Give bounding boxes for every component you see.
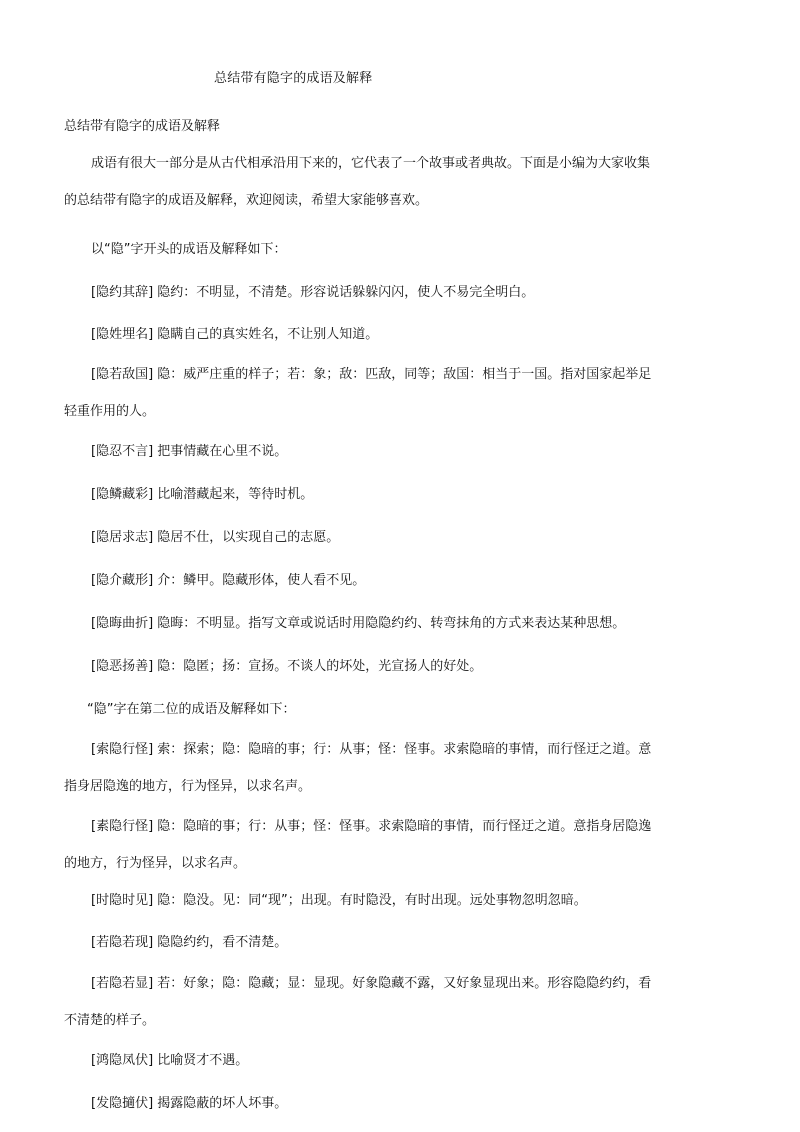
idiom-entry [64,648,664,685]
idiom-entry-line [64,605,664,642]
idiom-explanation: 隐约：不明显，不清楚。形容说话躲躲闪闪，使人不易完全明白。 [157,285,535,300]
idiom-explanation: 不清楚的样子。 [64,1013,156,1028]
idiom-term: [隐忍不言] [91,444,154,459]
idiom-entry [64,562,664,599]
idiom-term: [隐晦曲折] [91,616,154,631]
idiom-entry-line [64,562,664,599]
idiom-term: [发隐擿伏] [91,1096,154,1111]
idiom-entry-line [64,1042,664,1079]
idiom-entry-line [64,316,664,353]
idiom-term: [索隐行怪] [91,742,154,757]
idiom-entry [64,519,664,556]
intro-paragraph [64,145,664,219]
idiom-explanation: 比喻潜藏起来，等待时机。 [157,487,314,502]
section-heading-text: “隐”字在第二位的成语及解释如下： [87,702,296,717]
intro-line: 成语有很大一部分是从古代相承沿用下来的，它代表了一个故事或者典故。下面是小编为大家收集 [91,156,651,171]
idiom-explanation: 介：鳞甲。隐藏形体，使人看不见。 [157,573,366,588]
section2-heading [64,691,664,728]
idiom-explanation: 的地方，行为怪异，以求名声。 [64,856,247,871]
idiom-term: [隐约其辞] [91,285,154,300]
idiom-entry [64,1085,664,1122]
idiom-explanation: 索：探索；隐：隐暗的事；行：从事；怪：怪事。求索隐暗的事情，而行怪迂之道。意 [157,742,652,757]
idiom-explanation: 轻重作用的人。 [64,404,156,419]
idiom-entry-line [64,808,664,845]
idiom-entry-line [64,882,664,919]
idiom-term: [时隐时见] [91,893,154,908]
idiom-explanation: 隐：隐匿；扬：宣扬。不谈人的坏处，光宣扬人的好处。 [157,659,483,674]
idiom-explanation: 隐：隐没。见：同“现”；出现。有时隐没，有时出现。远处事物忽明忽暗。 [157,893,587,908]
idiom-term: [隐鳞藏彩] [91,487,154,502]
idiom-explanation: 比喻贤才不遇。 [157,1053,249,1068]
idiom-explanation: 隐瞒自己的真实姓名，不让别人知道。 [157,327,379,342]
idiom-entry-line [64,845,664,882]
idiom-entry-line [64,924,664,961]
idiom-term: [素隐行怪] [91,819,154,834]
idiom-explanation: 隐：隐暗的事；行：从事；怪：怪事。求索隐暗的事情，而行怪迂之道。意指身居隐逸 [157,819,652,834]
idiom-entry [64,433,664,470]
idiom-term: [若隐若现] [91,935,154,950]
idiom-entry-line [64,965,664,1002]
idiom-explanation: 隐：威严庄重的样子；若：象；敌：匹敌，同等；敌国：相当于一国。指对国家起举足 [157,367,652,382]
idiom-explanation: 隐隐约约，看不清楚。 [157,935,288,950]
idiom-entry-line [64,393,664,430]
idiom-term: [隐姓埋名] [91,327,154,342]
idiom-entry-line [64,274,664,311]
idiom-term: [若隐若显] [91,976,154,991]
idiom-entry-line [64,648,664,685]
idiom-entry [64,476,664,513]
section1-heading [64,231,664,268]
idiom-entry [64,605,664,642]
idiom-explanation: 指身居隐逸的地方，行为怪异，以求名声。 [64,779,312,794]
idiom-term: [隐介藏形] [91,573,154,588]
idiom-term: [隐若敌国] [91,367,154,382]
idiom-explanation: 把事情藏在心里不说。 [157,444,288,459]
idiom-entry [64,1042,664,1079]
idiom-entry-line [64,519,664,556]
document-subtitle: 总结带有隐字的成语及解释 [64,119,221,134]
idiom-entry-line [64,768,664,805]
idiom-term: [隐恶扬善] [91,659,154,674]
idiom-entry [64,356,664,430]
idiom-explanation: 若：好象；隐：隐藏；显：显现。好象隐藏不露，又好象显现出来。形容隐隐约约，看 [157,976,652,991]
idiom-explanation: 隐晦：不明显。指写文章或说话时用隐隐约约、转弯抹角的方式来表达某种思想。 [157,616,626,631]
idiom-entry [64,274,664,311]
idiom-entry [64,808,664,882]
idiom-entry-line [64,1085,664,1122]
idiom-explanation: 隐居不仕，以实现自己的志愿。 [157,530,340,545]
intro-line: 的总结带有隐字的成语及解释，欢迎阅读，希望大家能够喜欢。 [64,193,429,208]
idiom-entry [64,924,664,961]
idiom-term: [鸿隐凤伏] [91,1053,154,1068]
idiom-entry [64,316,664,353]
idiom-term: [隐居求志] [91,530,154,545]
idiom-entry-line [64,731,664,768]
section-heading-text: 以“隐”字开头的成语及解释如下： [91,242,287,257]
idiom-entry [64,965,664,1039]
idiom-entry-line [64,433,664,470]
idiom-explanation: 揭露隐蔽的坏人坏事。 [157,1096,288,1111]
idiom-entry [64,882,664,919]
idiom-entry-line [64,356,664,393]
document-title: 总结带有隐字的成语及解释 [214,71,373,86]
idiom-entry-line [64,476,664,513]
idiom-entry-line [64,1002,664,1039]
idiom-entry [64,731,664,805]
